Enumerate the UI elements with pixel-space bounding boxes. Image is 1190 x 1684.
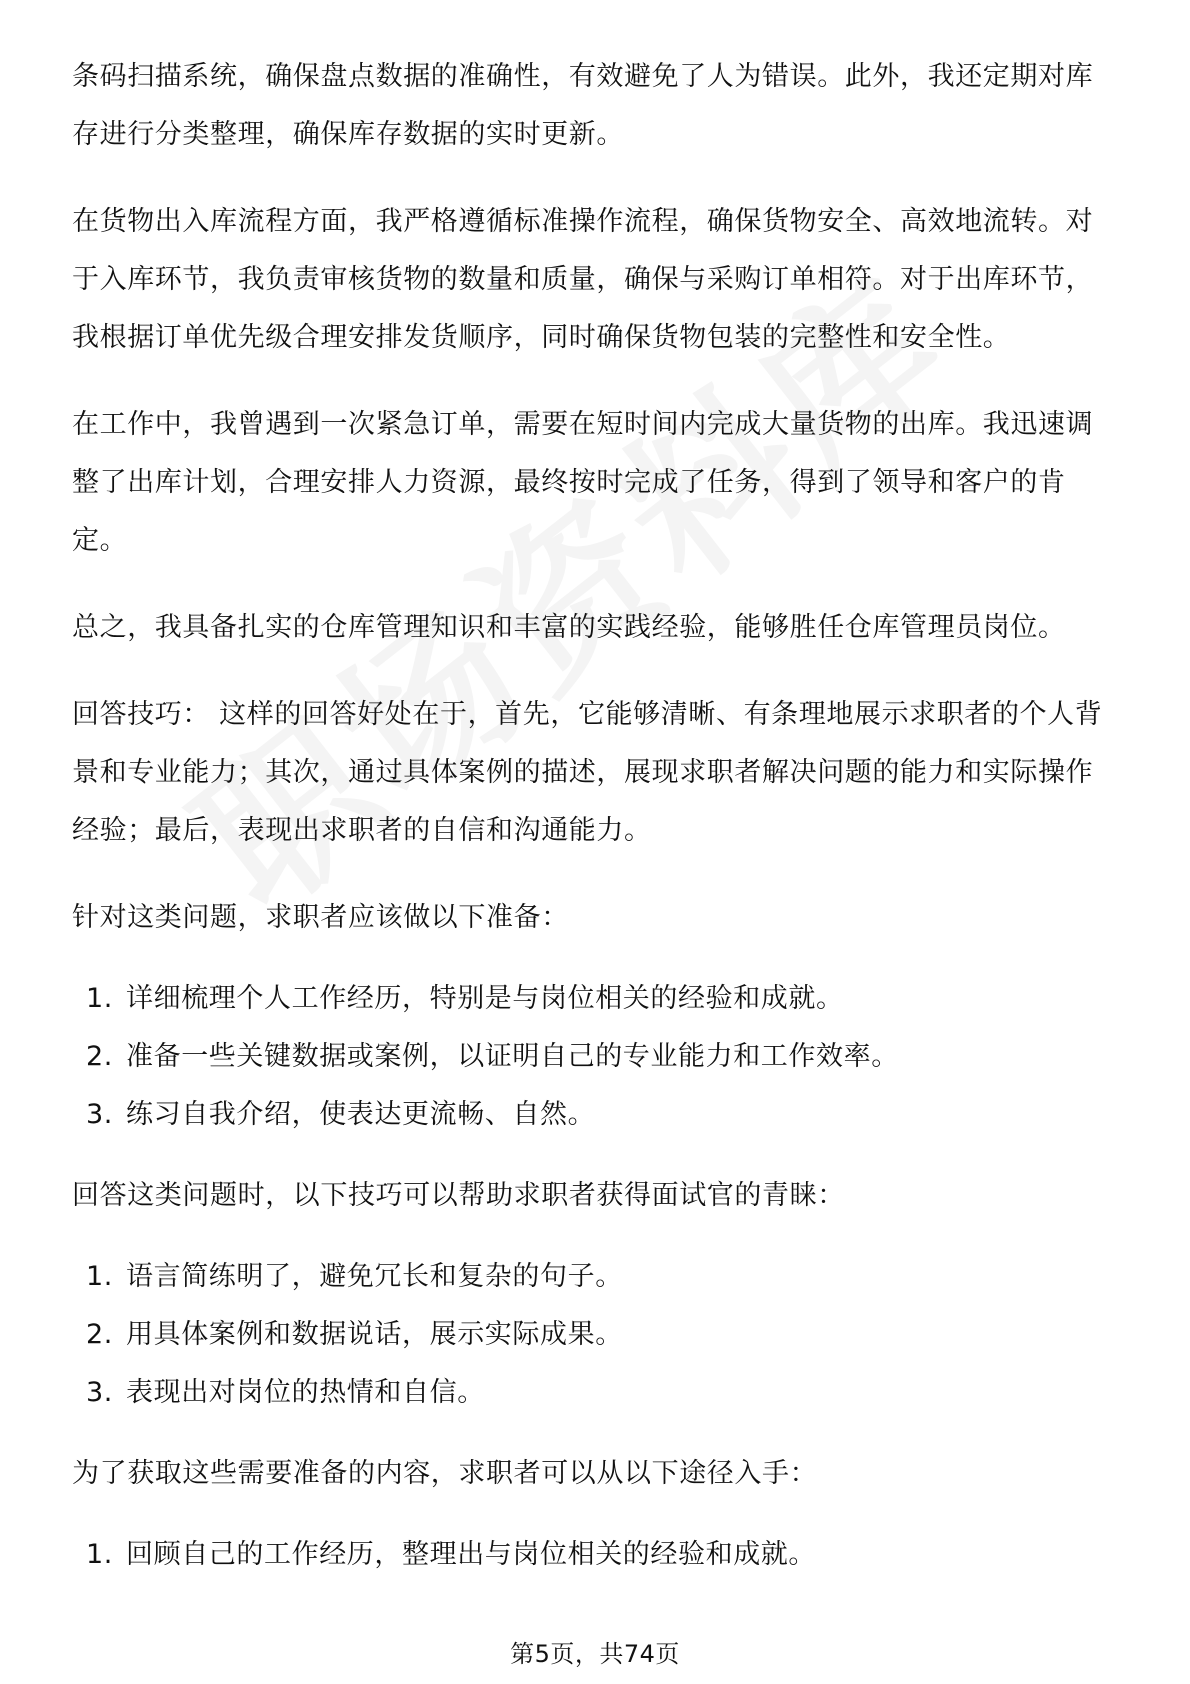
list-number: 1. xyxy=(86,1261,113,1292)
list-item xyxy=(72,1086,1118,1144)
list-number: 1. xyxy=(86,1539,113,1570)
list-item-text: 语言简练明了，避免冗长和复杂的句子。 xyxy=(126,1261,623,1292)
paragraph-prep-intro: 针对这类问题，求职者应该做以下准备： xyxy=(72,902,569,933)
paragraph-inventory: 条码扫描系统，确保盘点数据的准确性，有效避免了人为错误。此外，我还定期对库存进行分类整理，确保库存数据的实时更新。 xyxy=(72,61,1094,150)
paragraph-inbound-outbound: 在货物出入库流程方面，我严格遵循标准操作流程，确保货物安全、高效地流转。对于入库环节，我负责审核货物的数量和质量，确保与采购订单相符。对于出库环节，我根据订单优先级合理安排发货顺序，同时确保货物包装的完整性和安全性。 xyxy=(72,206,1094,353)
paragraph-tips-intro: 回答这类问题时，以下技巧可以帮助求职者获得面试官的青睐： xyxy=(72,1180,845,1211)
list-number: 1. xyxy=(86,983,113,1014)
sources-list xyxy=(72,1526,1118,1584)
list-item-text: 详细梳理个人工作经历，特别是与岗位相关的经验和成就。 xyxy=(126,983,844,1014)
list-number: 3. xyxy=(86,1377,113,1408)
list-item xyxy=(72,1364,1118,1422)
paragraph-sources-intro: 为了获取这些需要准备的内容，求职者可以从以下途径入手： xyxy=(72,1458,818,1489)
list-number: 2. xyxy=(86,1041,113,1072)
list-item xyxy=(72,1306,1118,1364)
list-number: 2. xyxy=(86,1319,113,1350)
paragraph-urgent-order: 在工作中，我曾遇到一次紧急订单，需要在短时间内完成大量货物的出库。我迅速调整了出库计划，合理安排人力资源，最终按时完成了任务，得到了领导和客户的肯定。 xyxy=(72,409,1094,556)
document-body xyxy=(72,48,1118,1607)
list-item-text: 表现出对岗位的热情和自信。 xyxy=(126,1377,485,1408)
list-item xyxy=(72,970,1118,1028)
prep-list xyxy=(72,970,1118,1144)
list-item-text: 练习自我介绍，使表达更流畅、自然。 xyxy=(126,1099,596,1130)
list-item xyxy=(72,1028,1118,1086)
list-item-text: 准备一些关键数据或案例，以证明自己的专业能力和工作效率。 xyxy=(126,1041,899,1072)
list-item xyxy=(72,1526,1118,1584)
paragraph-answer-tips: 回答技巧： 这样的回答好处在于，首先，它能够清晰、有条理地展示求职者的个人背景和专业能力；其次，通过具体案例的描述，展现求职者解决问题的能力和实际操作经验；最后，表现出求职者的自信和沟通能力。 xyxy=(72,699,1103,846)
page-number-footer: 第5页，共74页 xyxy=(510,1640,680,1668)
list-item xyxy=(72,1248,1118,1306)
list-item-text: 回顾自己的工作经历，整理出与岗位相关的经验和成就。 xyxy=(126,1539,816,1570)
list-number: 3. xyxy=(86,1099,113,1130)
paragraph-summary: 总之，我具备扎实的仓库管理知识和丰富的实践经验，能够胜任仓库管理员岗位。 xyxy=(72,612,1066,643)
tips-list xyxy=(72,1248,1118,1422)
list-item-text: 用具体案例和数据说话，展示实际成果。 xyxy=(126,1319,623,1350)
